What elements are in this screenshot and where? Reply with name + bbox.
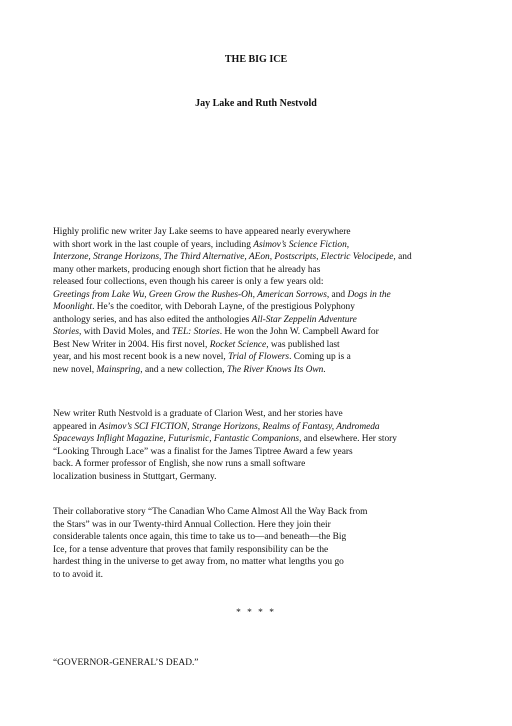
italic-title-text: Asimov’s Science Fiction, bbox=[253, 239, 350, 250]
body-text: released four collections, even though his career is only a few years old: bbox=[53, 277, 324, 287]
text-line bbox=[53, 314, 473, 327]
body-text: , and bbox=[393, 252, 412, 262]
italic-title-text: TEL: Stories bbox=[172, 327, 220, 337]
body-text: , was published last bbox=[266, 339, 340, 350]
text-line bbox=[53, 239, 473, 252]
text-line bbox=[53, 506, 473, 519]
text-line bbox=[53, 569, 473, 582]
text-line bbox=[53, 339, 473, 352]
italic-title-text: Greetings from Lake Wu, Green Grow the Rushes-Oh, American Sorrows bbox=[53, 289, 327, 300]
italic-title-text: Asimov’s SCI FICTION, Strange Horizons, Realms of Fantasy, Andromeda bbox=[98, 421, 380, 432]
text-line bbox=[53, 226, 473, 239]
body-text: localization business in Stuttgart, Germany. bbox=[53, 471, 217, 482]
body-text: . Coming up is a bbox=[289, 352, 351, 362]
body-text: “Looking Through Lace” was a finalist for the James Tiptree Award a few years bbox=[53, 446, 353, 457]
text-line bbox=[53, 276, 473, 289]
italic-title-text: The River Knows Its Own bbox=[226, 364, 324, 375]
text-line bbox=[53, 408, 473, 421]
text-line bbox=[53, 531, 473, 544]
text-line bbox=[53, 364, 473, 377]
italic-title-text: Spaceways Inflight Magazine, Futurismic, Fantastic Companions bbox=[53, 434, 300, 444]
body-text: , and bbox=[326, 289, 348, 300]
body-text: , and a new collection, bbox=[140, 364, 227, 375]
text-line bbox=[53, 544, 473, 557]
body-text: Ice, for a tense adventure that proves that family responsibility can be the bbox=[53, 544, 329, 555]
story-title: THE BIG ICE bbox=[224, 54, 288, 65]
body-text: . bbox=[323, 364, 326, 375]
text-line bbox=[53, 556, 473, 569]
body-text: Highly prolific new writer Jay Lake seems to have appeared nearly everywhere bbox=[53, 227, 351, 237]
text-line bbox=[53, 289, 473, 302]
italic-title-text: Trial of Flowers bbox=[228, 352, 290, 362]
body-text: new novel, bbox=[53, 364, 97, 375]
text-line bbox=[53, 326, 473, 339]
body-text: to to avoid it. bbox=[53, 569, 103, 580]
text-line bbox=[53, 446, 473, 459]
text-line bbox=[53, 471, 473, 484]
body-text: hardest thing in the universe to get away from, no matter what lengths you go bbox=[53, 557, 344, 567]
text-line bbox=[53, 458, 473, 471]
italic-title-text: Stories bbox=[53, 327, 80, 337]
italic-title-text: Rocket Science bbox=[209, 339, 267, 350]
italic-title-text: Dogs in the bbox=[347, 289, 391, 300]
body-text: considerable talents once again, this time to take us to—and beneath—the Big bbox=[53, 532, 347, 542]
text-line bbox=[53, 301, 473, 314]
text-line bbox=[53, 351, 473, 364]
body-text: year, and his most recent book is a new novel, bbox=[53, 352, 229, 362]
body-text: , and elsewhere. Her story bbox=[299, 434, 397, 444]
body-text: anthology series, and has also edited the anthologies bbox=[53, 314, 252, 325]
story-authors: Jay Lake and Ruth Nestvold bbox=[195, 98, 317, 109]
text-line bbox=[53, 433, 473, 446]
body-text: Their collaborative story “The Canadian Who Came Almost All the Way Back from bbox=[53, 507, 368, 517]
body-text: New writer Ruth Nestvold is a graduate of Clarion West, and her stories have bbox=[53, 409, 343, 419]
body-text: Best New Writer in 2004. His first novel, bbox=[53, 339, 210, 350]
story-opening-line: “GOVERNOR-GENERAL’S DEAD.” bbox=[53, 658, 199, 668]
body-text: with short work in the last couple of years, including bbox=[53, 239, 254, 250]
intro-paragraph-lake bbox=[53, 226, 473, 376]
italic-title-text: Mainspring bbox=[96, 364, 141, 375]
section-separator: * * * * bbox=[236, 608, 276, 618]
text-line bbox=[53, 519, 473, 532]
body-text: back. A former professor of English, she now runs a small software bbox=[53, 459, 306, 469]
body-text: . He’s the coeditor, with Deborah Layne, of the prestigious Polyphony bbox=[92, 302, 355, 312]
text-line bbox=[53, 421, 473, 434]
intro-paragraph-nestvold bbox=[53, 408, 473, 483]
intro-paragraph-collaboration bbox=[53, 506, 473, 581]
text-line bbox=[53, 264, 473, 277]
body-text: . He won the John W. Campbell Award for bbox=[219, 327, 379, 337]
body-text: the Stars” was in our Twenty-third Annual Collection. Here they join their bbox=[53, 519, 331, 530]
italic-title-text: Moonlight bbox=[53, 302, 93, 312]
italic-title-text: All-Star Zeppelin Adventure bbox=[251, 314, 357, 325]
body-text: appeared in bbox=[53, 421, 99, 432]
body-text: , with David Moles, and bbox=[79, 327, 173, 337]
text-line bbox=[53, 251, 473, 264]
italic-title-text: Interzone, Strange Horizons, The Third Alternative, AEon, Postscripts, Electric Velocipede bbox=[53, 252, 394, 262]
body-text: many other markets, producing enough short fiction that he already has bbox=[53, 264, 321, 275]
